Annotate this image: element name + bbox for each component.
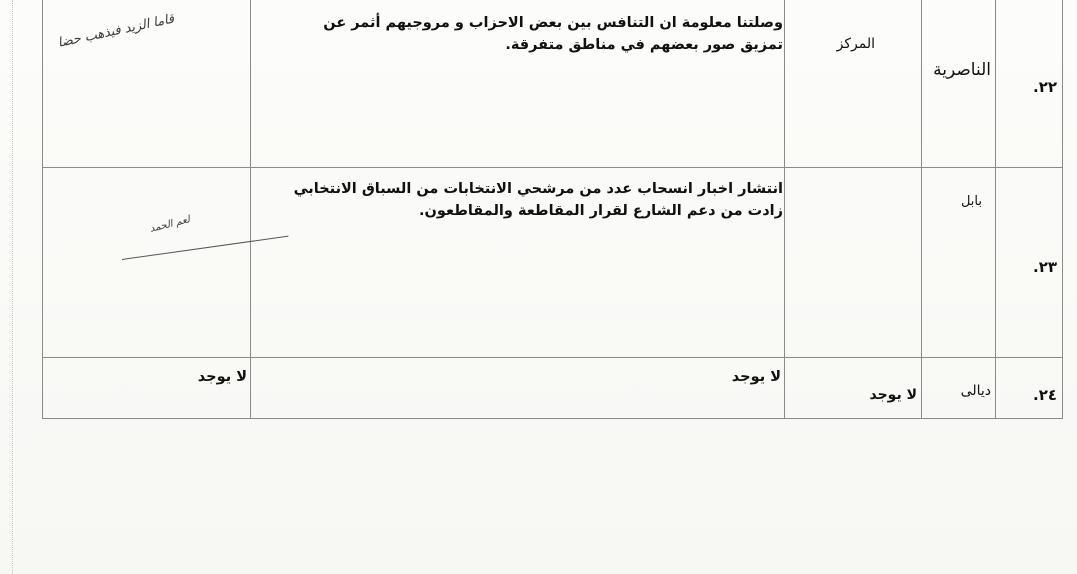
- table-border-bottom: [42, 418, 1063, 419]
- note-cell: [323, 12, 783, 56]
- location-cell: لا يوجد: [869, 387, 917, 403]
- handwritten-annotation: قاما الزيد فيذهب حضا: [56, 11, 176, 51]
- note-line: وصلتنا معلومة ان التنافس بين بعض الاحزاب و مروجيهم أثمر عن: [323, 15, 783, 31]
- row-number: ٢٣.: [1032, 258, 1057, 276]
- note-line: زادت من دعم الشارع لقرار المقاطعة والمقاطعون.: [419, 203, 783, 219]
- note-cell: [732, 366, 781, 388]
- row-number: ٢٤.: [1032, 386, 1057, 404]
- region-cell: بابل: [960, 194, 982, 209]
- note-line: تمزيق صور بعضهم في مناطق متفرقة.: [505, 37, 783, 53]
- region-cell: الناصرية: [933, 60, 991, 80]
- note-cell: [294, 178, 783, 222]
- note-line: لا يوجد: [731, 369, 781, 385]
- location-cell: المركز: [836, 36, 875, 52]
- row-number: ٢٢.: [1032, 78, 1057, 96]
- signature-stroke: [122, 236, 289, 260]
- last-column-cell: لا يوجد: [197, 369, 247, 385]
- region-cell: ديالى: [960, 383, 991, 399]
- row-divider: [42, 357, 1063, 358]
- page-fold-line: [12, 0, 13, 574]
- handwritten-signature: لعم الحمد: [148, 214, 192, 235]
- note-line: انتشار اخبار انسحاب عدد من مرشحي الانتخابات من السباق الانتخابي: [293, 181, 783, 197]
- row-divider: [42, 167, 1063, 168]
